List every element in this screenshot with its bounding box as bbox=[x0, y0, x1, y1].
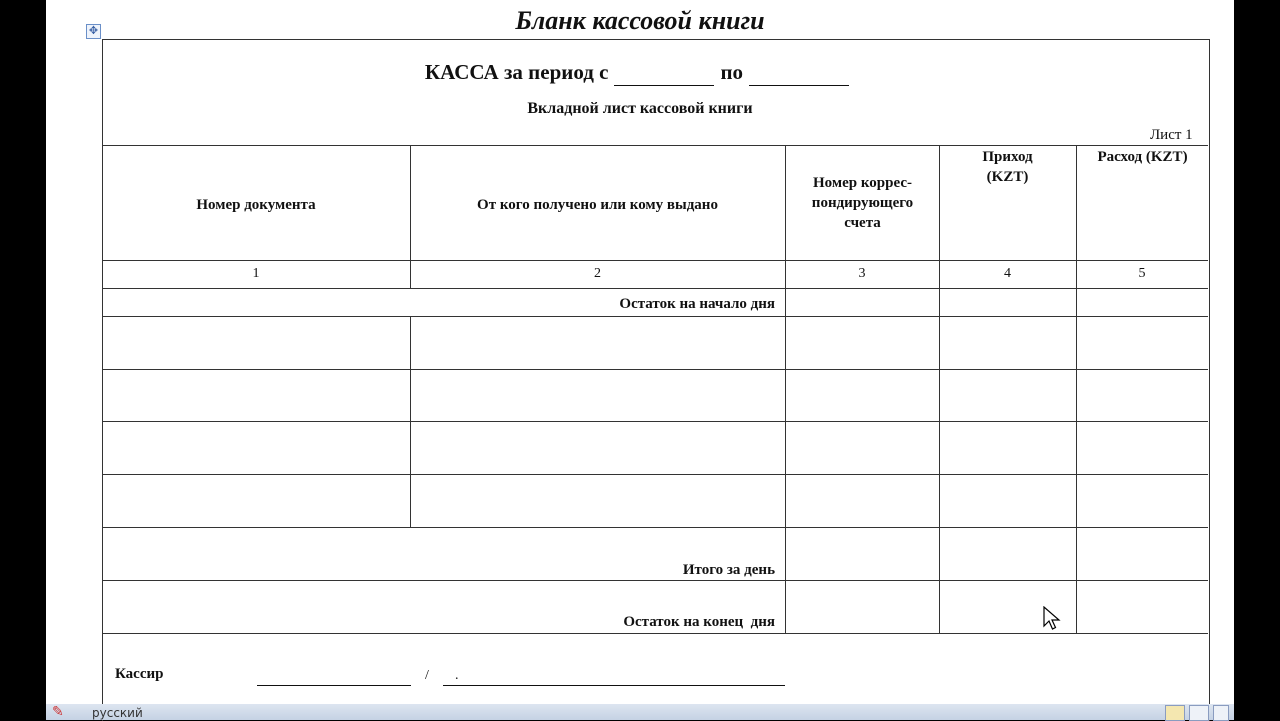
signature-dot: . bbox=[455, 668, 459, 683]
spellcheck-icon[interactable]: ✎ bbox=[52, 704, 64, 720]
cash-period-header bbox=[0, 60, 1280, 86]
period-to-field[interactable] bbox=[749, 60, 849, 86]
language-indicator[interactable]: русский bbox=[92, 706, 143, 720]
col-header-account: Номер коррес-пондирующего счета bbox=[811, 175, 914, 231]
period-to-label: по bbox=[720, 60, 744, 84]
web-layout-view-icon[interactable] bbox=[1213, 705, 1229, 721]
col-number-2: 2 bbox=[594, 266, 601, 281]
status-bar bbox=[46, 704, 1234, 720]
period-from-field[interactable] bbox=[614, 60, 714, 86]
cashier-label: Кассир bbox=[115, 666, 164, 682]
col-number-3: 3 bbox=[858, 266, 866, 281]
mouse-cursor-icon bbox=[1043, 606, 1061, 632]
col-header-counterparty: От кого получено или кому выдано bbox=[477, 197, 718, 213]
daily-total-label: Итого за день bbox=[682, 562, 775, 578]
col-header-document-number: Номер документа bbox=[196, 197, 316, 213]
subtitle: Вкладной лист кассовой книги bbox=[527, 100, 753, 117]
sheet-number: Лист 1 bbox=[1150, 127, 1193, 143]
cashier-signature-line[interactable] bbox=[257, 685, 411, 686]
reading-view-icon[interactable] bbox=[1189, 705, 1209, 721]
col-number-4: 4 bbox=[1004, 266, 1011, 281]
col-number-5: 5 bbox=[1138, 266, 1146, 281]
page-title: Бланк кассовой книги bbox=[515, 6, 765, 35]
period-from-label: КАССА за период с bbox=[424, 60, 609, 84]
col-header-expense: Расход (KZT) bbox=[1097, 149, 1188, 165]
col-number-1: 1 bbox=[252, 266, 260, 281]
opening-balance-label: Остаток на начало дня bbox=[619, 296, 775, 312]
table-move-handle-icon[interactable]: ✥ bbox=[86, 24, 101, 39]
col-header-income: Приход (KZT) bbox=[982, 149, 1033, 185]
closing-balance-label: Остаток на конец дня bbox=[623, 614, 775, 630]
print-layout-view-icon[interactable] bbox=[1165, 705, 1185, 721]
signature-separator: / bbox=[425, 668, 429, 683]
cashier-name-line[interactable] bbox=[443, 685, 785, 686]
